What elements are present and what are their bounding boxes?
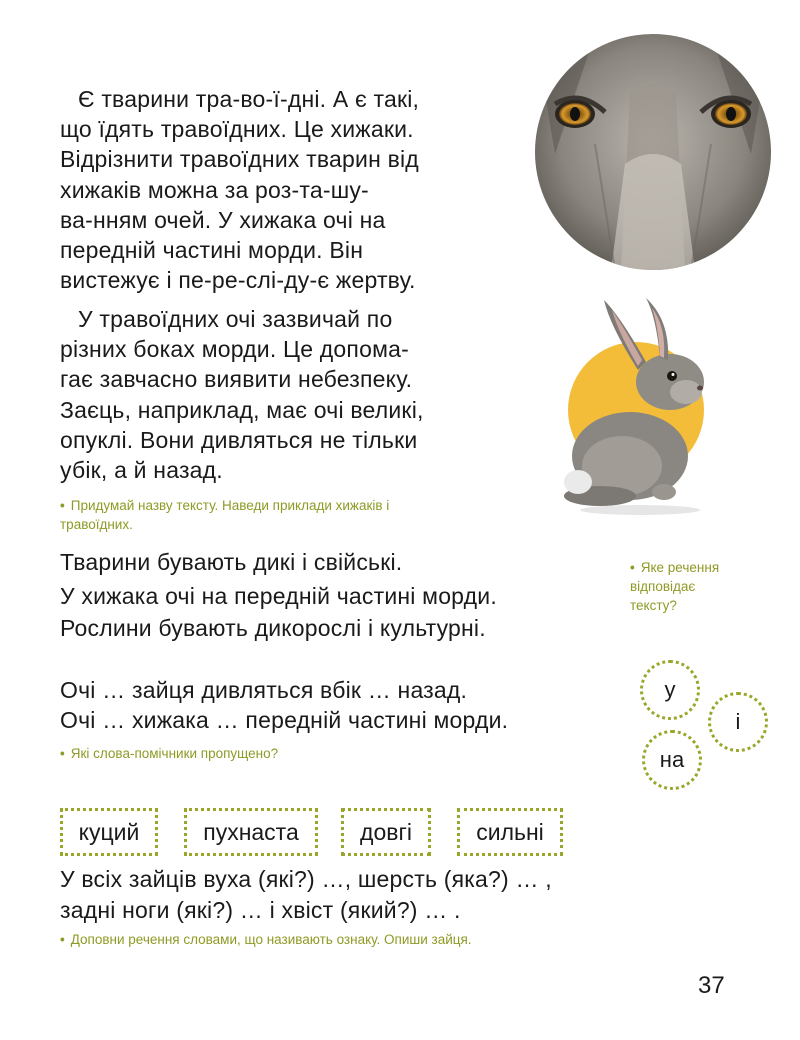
word-box-pukhnasta: пухнаста — [184, 808, 318, 856]
gap-sentence-2: Очі … хижака … передній частині морди. — [60, 707, 509, 733]
wolf-photo — [535, 34, 771, 270]
text-line: хижаків можна за роз-та-шу- — [60, 176, 369, 203]
text-paragraph-1 — [60, 84, 513, 295]
task-text: травоїдних. — [60, 517, 133, 532]
text-line: передній частині морди. Він — [60, 237, 364, 264]
text-line: Відрізнити травоїдних тварин від — [60, 146, 419, 173]
task-3 — [60, 744, 278, 763]
text-line: ва-нням очей. У хижака очі на — [60, 206, 386, 233]
hare-icon — [560, 296, 720, 518]
task-4 — [60, 930, 472, 949]
sentence-2: У хижака очі на передній частині морди. — [60, 583, 497, 609]
helper-word-i: і — [708, 692, 768, 752]
word-box-sylni: сильні — [457, 808, 563, 856]
bullet-icon: • — [60, 932, 65, 947]
task-text: Які слова-помічники пропущено? — [70, 746, 279, 761]
helper-word-u: у — [640, 660, 700, 720]
task-1 — [60, 496, 480, 534]
bullet-icon: • — [60, 746, 65, 761]
sentence-3: Рослини бувають дикорослі і культурні. — [60, 615, 486, 641]
task-2 — [630, 558, 770, 615]
task-text: Доповни речення словами, що називають ознаку. Опиши зайця. — [70, 932, 472, 947]
hare-photo — [560, 296, 720, 518]
task-text: тексту? — [630, 598, 677, 613]
hare-sentence-1: У всіх зайців вуха (які?) …, шерсть (яка?) … , — [60, 866, 552, 892]
word-box-kutsyi: куций — [60, 808, 158, 856]
text-line: убік, а й назад. — [60, 457, 223, 484]
text-line: що їдять травоїдних. Це хижаки. — [60, 116, 414, 143]
page-number: 37 — [698, 972, 725, 999]
text-paragraph-2 — [60, 304, 513, 485]
text-line: вистежує і пе-ре-слі-ду-є жертву. — [60, 267, 416, 294]
text-line: Є тварини тра-во-ї-дні. А є такі, — [78, 86, 420, 112]
text-line: Заєць, наприклад, має очі великі, — [60, 396, 424, 423]
task-text: відповідає — [630, 579, 696, 594]
helper-word-na: на — [642, 730, 702, 790]
sentence-1: Тварини бувають дикі і свійські. — [60, 549, 403, 575]
text-line: гає завчасно виявити небезпеку. — [60, 366, 413, 393]
task-text: Придумай назву тексту. Наведи приклади хижаків і — [70, 498, 390, 513]
hare-sentence-2: задні ноги (які?) … і хвіст (який?) … . — [60, 897, 461, 923]
text-line: опуклі. Вони дивляться не тільки — [60, 426, 418, 453]
gap-sentence-1: Очі … зайця дивляться вбік … назад. — [60, 677, 468, 703]
bullet-icon: • — [60, 498, 65, 513]
text-line: різних боках морди. Це допома- — [60, 336, 409, 363]
bullet-icon: • — [630, 560, 635, 575]
task-text: Яке речення — [640, 560, 720, 575]
word-box-dovhi: довгі — [341, 808, 431, 856]
text-line: У травоїдних очі зазвичай по — [78, 306, 393, 332]
wolf-face-icon — [535, 34, 771, 270]
